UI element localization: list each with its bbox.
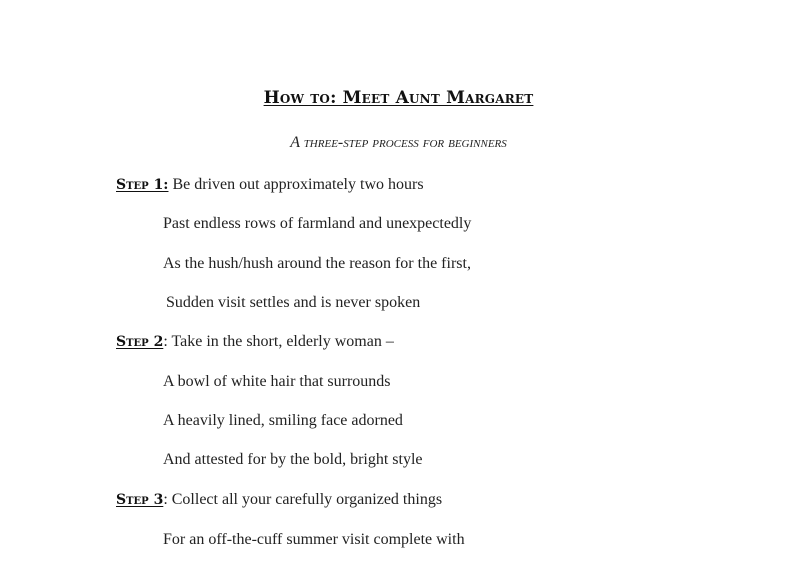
step-2-line (116, 333, 394, 351)
step-3-line (116, 491, 442, 509)
step-1-line-3: As the hush/hush around the reason for the first, (163, 255, 471, 272)
step-1-line-2: Past endless rows of farmland and unexpectedly (163, 215, 472, 232)
step-2-line-2: A bowl of white hair that surrounds (163, 373, 391, 390)
step-1-label: Step 1: (116, 177, 169, 193)
step-2-line-3: A heavily lined, smiling face adorned (163, 412, 403, 429)
step-2-label: Step 2 (116, 334, 164, 350)
step-3-line-2: For an off-the-cuff summer visit complete with (163, 531, 465, 548)
step-3-label: Step 3 (116, 492, 164, 508)
step-3-text: : Collect all your carefully organized things (163, 491, 443, 508)
step-1-text: Be driven out approximately two hours (168, 176, 424, 193)
step-2-line-4: And attested for by the bold, bright style (163, 451, 423, 468)
step-2-text: : Take in the short, elderly woman – (163, 333, 394, 350)
step-1-line (116, 176, 424, 194)
document-title: How to: Meet Aunt Margaret (263, 88, 534, 108)
step-1-line-4: Sudden visit settles and is never spoken (166, 294, 421, 311)
document-subtitle: A three-step process for beginners (290, 134, 507, 151)
